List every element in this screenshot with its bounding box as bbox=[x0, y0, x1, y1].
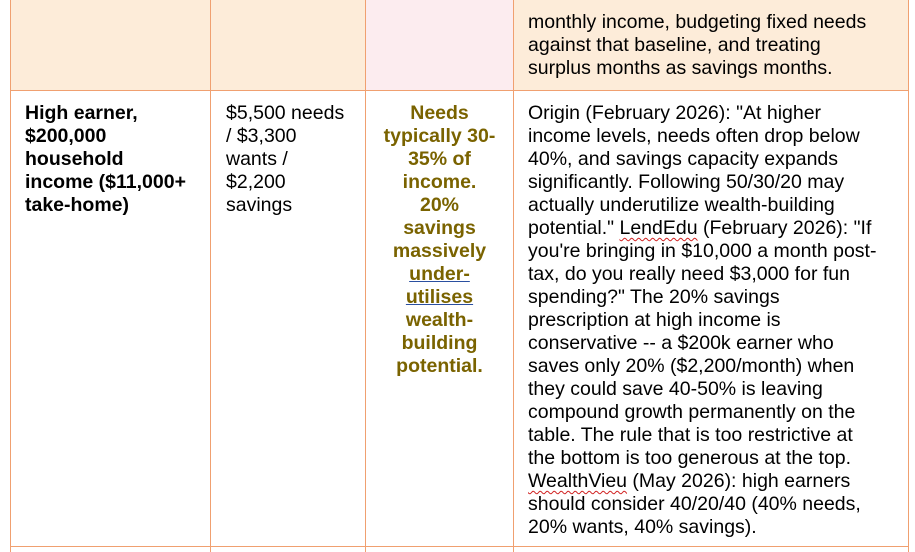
text-line: potential. bbox=[396, 355, 483, 377]
top-row-verdict-cell bbox=[366, 0, 513, 90]
text-line: wants / bbox=[226, 148, 288, 170]
row-divider bbox=[10, 90, 909, 91]
text-line: High earner, bbox=[25, 102, 138, 124]
text-line: income. bbox=[402, 171, 477, 193]
text-fragment: (February 2026): "If bbox=[697, 217, 872, 239]
text-line bbox=[528, 470, 876, 493]
text-line: 20% bbox=[419, 194, 460, 216]
text-line: income levels, needs often drop below bbox=[528, 125, 860, 147]
text-line: $200,000 bbox=[25, 125, 107, 147]
text-line: wealth- bbox=[405, 309, 474, 331]
text-line: they could save 40-50% is leaving bbox=[528, 378, 823, 400]
text-line: against that baseline, and treating bbox=[528, 34, 821, 56]
text-line: / $3,300 bbox=[226, 125, 297, 147]
table-border-col2 bbox=[365, 0, 366, 552]
text-line: $5,500 needs bbox=[226, 102, 345, 124]
top-row-label-cell bbox=[10, 0, 210, 90]
text-line: saves only 20% ($2,200/month) when bbox=[528, 355, 855, 377]
text-line: household bbox=[25, 148, 124, 170]
table-border-col1 bbox=[210, 0, 211, 552]
text-fragment: potential." bbox=[528, 217, 620, 239]
text-line: 35% of bbox=[408, 148, 471, 170]
text-line: income ($11,000+ bbox=[25, 171, 186, 193]
text-line: prescription at high income is bbox=[528, 309, 781, 331]
high-earner-label-cell bbox=[10, 91, 210, 546]
text-line: savings bbox=[403, 217, 476, 239]
high-earner-source bbox=[528, 102, 876, 539]
text-line: table. The rule that is too restrictive at bbox=[528, 424, 853, 446]
text-line: Origin (February 2026): "At higher bbox=[528, 102, 822, 124]
high-earner-verdict bbox=[366, 102, 513, 378]
underlined-word: utilises bbox=[405, 286, 474, 308]
top-row-split-cell bbox=[211, 0, 365, 90]
table-border-left bbox=[10, 0, 11, 552]
top-row-source-text bbox=[528, 11, 866, 80]
text-line: significantly. Following 50/30/20 may bbox=[528, 171, 845, 193]
high-earner-split bbox=[226, 102, 344, 217]
text-line: compound growth permanently on the bbox=[528, 401, 856, 423]
high-earner-verdict-cell bbox=[366, 91, 513, 546]
text-line: massively bbox=[392, 240, 487, 262]
text-line: typically 30- bbox=[383, 125, 496, 147]
high-earner-source-cell bbox=[514, 91, 909, 546]
underlined-word: under- bbox=[409, 263, 470, 285]
table-border-right bbox=[908, 0, 909, 552]
text-line: $2,200 bbox=[226, 171, 286, 193]
high-earner-split-cell bbox=[211, 91, 365, 546]
comparison-table bbox=[10, 0, 909, 552]
high-earner-label bbox=[25, 102, 186, 217]
text-line: the bottom is too generous at the top. bbox=[528, 447, 852, 469]
text-line: take-home) bbox=[25, 194, 130, 216]
top-row-source-cell bbox=[514, 0, 909, 90]
text-line: Needs bbox=[410, 102, 469, 124]
text-line: conservative -- a $200k earner who bbox=[528, 332, 834, 354]
text-line bbox=[366, 286, 513, 309]
text-fragment: (May 2026): high earners bbox=[627, 470, 851, 492]
table-border-col3 bbox=[513, 0, 514, 552]
text-line: actually underutilize wealth-building bbox=[528, 194, 835, 216]
text-line: you're bringing in $10,000 a month post- bbox=[528, 240, 877, 262]
text-line: 40%, and savings capacity expands bbox=[528, 148, 839, 170]
text-line: surplus months as savings months. bbox=[528, 57, 833, 79]
text-line: should consider 40/20/40 (40% needs, bbox=[528, 493, 861, 515]
text-line bbox=[366, 263, 513, 286]
text-line: spending?" The 20% savings bbox=[528, 286, 780, 308]
text-line: tax, do you really need $3,000 for fun bbox=[528, 263, 850, 285]
text-line bbox=[528, 217, 876, 240]
text-line: 20% wants, 40% savings). bbox=[528, 516, 757, 538]
row-divider-bottom bbox=[10, 546, 909, 547]
spellcheck-word: WealthVieu bbox=[528, 470, 628, 492]
text-line: monthly income, budgeting fixed needs bbox=[528, 11, 867, 33]
text-line: building bbox=[401, 332, 478, 354]
spellcheck-word: LendEdu bbox=[619, 217, 698, 239]
text-line: savings bbox=[226, 194, 293, 216]
